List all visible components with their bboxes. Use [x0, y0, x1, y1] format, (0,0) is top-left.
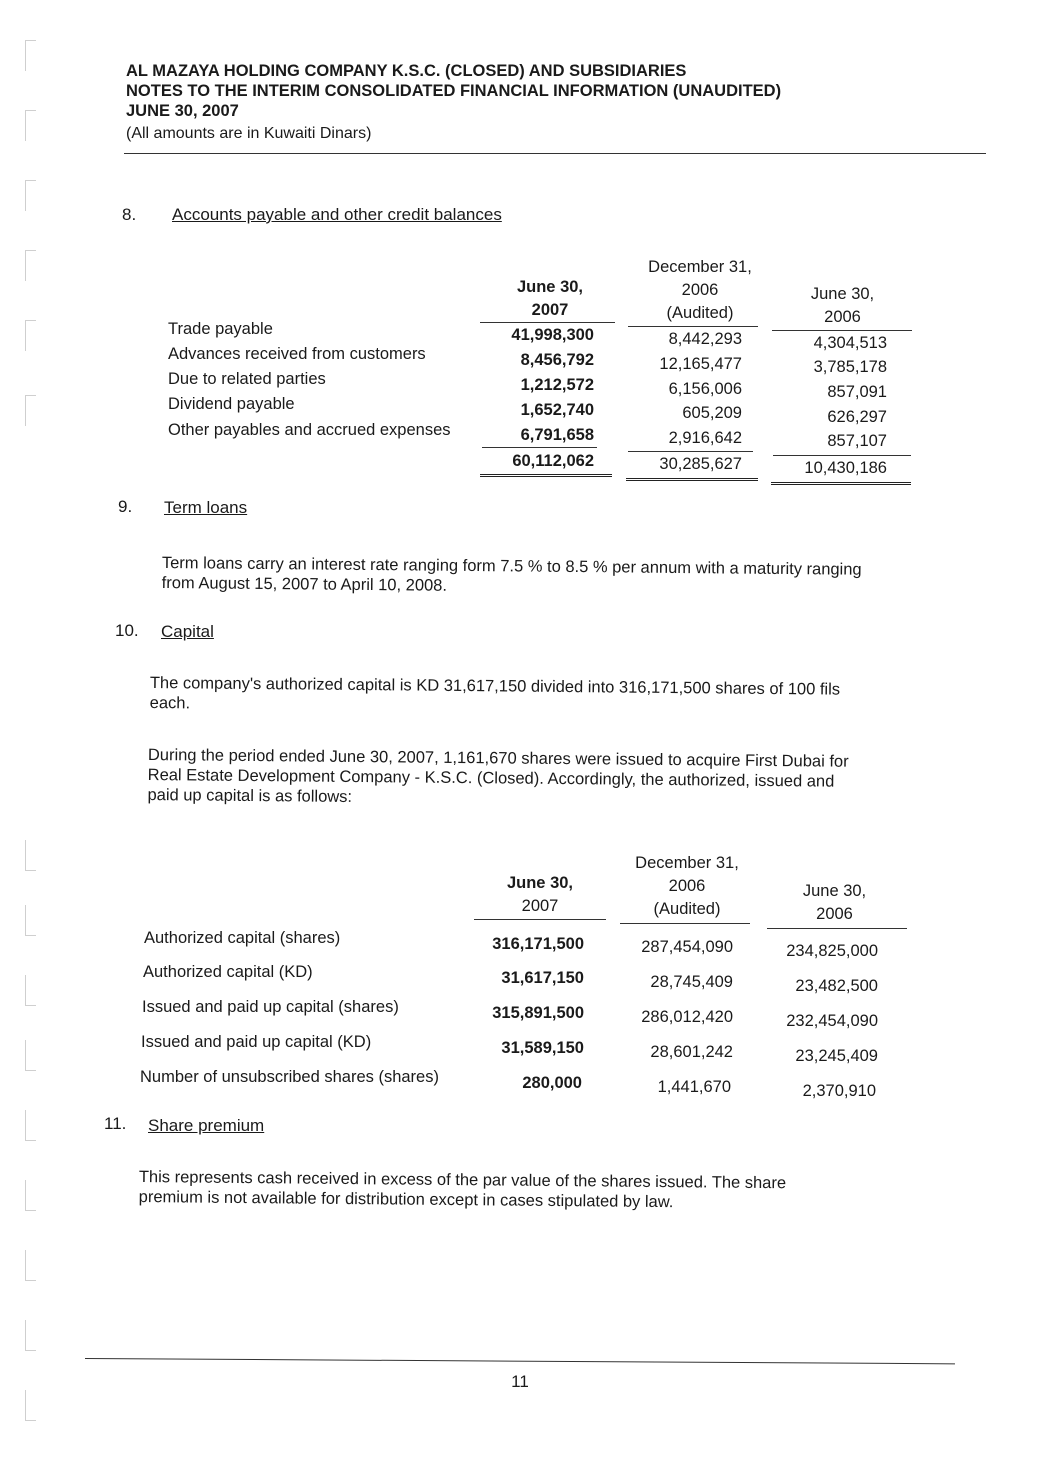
row-label: Other payables and accrued expenses [168, 421, 451, 439]
cell-value: 6,791,658 [520, 426, 594, 444]
cell-value: 1,212,572 [520, 376, 594, 394]
col-header-line: 2007 [521, 897, 559, 915]
row-label: Trade payable [168, 320, 273, 338]
cell-value: 8,456,792 [520, 351, 594, 369]
cell-value: 234,825,000 [786, 942, 878, 960]
cell-value: 2,370,910 [802, 1082, 876, 1100]
cell-value: 857,107 [827, 432, 887, 450]
section-11-number: 11. [104, 1114, 127, 1133]
cell-value: 31,589,150 [501, 1039, 584, 1057]
cell-value: 31,617,150 [501, 969, 584, 987]
section-8-number: 8. [122, 205, 137, 224]
cell-value: 3,785,178 [813, 358, 887, 376]
cell-value: 6,156,006 [668, 380, 742, 398]
cell-value: 1,652,740 [520, 401, 594, 419]
report-date: JUNE 30, 2007 [126, 102, 239, 120]
cell-value: 28,601,242 [650, 1043, 733, 1061]
section-10-title: Capital [161, 622, 214, 641]
row-label: Issued and paid up capital (shares) [142, 998, 399, 1016]
binding-mark [25, 1180, 36, 1211]
binding-mark [25, 1320, 36, 1351]
col-header-line: June 30, [802, 882, 867, 900]
cell-value: 315,891,500 [492, 1004, 584, 1022]
cell-value: 23,482,500 [795, 977, 878, 995]
col-header-line: (Audited) [666, 304, 734, 322]
binding-mark [25, 1250, 36, 1281]
binding-mark [25, 40, 36, 71]
col-header-line: 2006 [816, 905, 853, 923]
section-8-title: Accounts payable and other credit balances [172, 205, 502, 224]
paragraph-line: The company's authorized capital is KD 31,617,150 divided into 316,171,500 shares of 100 fils [149, 673, 841, 699]
binding-mark [25, 1110, 36, 1141]
binding-mark [25, 1040, 36, 1071]
binding-mark [25, 395, 36, 426]
cell-value: 280,000 [522, 1074, 582, 1092]
col-header-line: 2006 [668, 877, 706, 895]
paragraph-line: paid up capital is as follows: [147, 785, 353, 806]
cell-value: 12,165,477 [659, 355, 742, 373]
paragraph-line: from August 15, 2007 to April 10, 2008. [161, 573, 448, 595]
col-header-line: 2006 [681, 281, 719, 299]
row-label: Advances received from customers [168, 345, 426, 363]
total-value: 30,285,627 [659, 455, 742, 473]
cell-value: 857,091 [827, 383, 887, 401]
row-label: Authorized capital (shares) [144, 929, 341, 947]
paragraph-line: each. [149, 693, 191, 713]
col-header-line: December 31, [635, 854, 739, 872]
col-header-line: June 30, [506, 874, 574, 892]
cell-value: 8,442,293 [668, 330, 742, 348]
cell-value: 23,245,409 [795, 1047, 878, 1065]
company-name: AL MAZAYA HOLDING COMPANY K.S.C. (CLOSED) AND SUBSIDIARIES [126, 62, 687, 80]
paragraph-line: Real Estate Development Company - K.S.C. (Closed). Accordingly, the authorized, issued and [147, 765, 835, 791]
cell-value: 232,454,090 [786, 1012, 878, 1030]
binding-mark [25, 250, 36, 281]
cell-value: 28,745,409 [650, 973, 733, 991]
section-9-title: Term loans [164, 498, 248, 517]
paragraph-line: This represents cash received in excess of the par value of the shares issued. The share [138, 1168, 787, 1193]
currency-note: (All amounts are in Kuwaiti Dinars) [126, 125, 372, 142]
header-rule [124, 153, 986, 154]
total-value: 10,430,186 [804, 459, 887, 477]
section-9-number: 9. [118, 497, 133, 516]
binding-mark [25, 110, 36, 141]
notes-title: NOTES TO THE INTERIM CONSOLIDATED FINANCIAL INFORMATION (UNAUDITED) [126, 82, 782, 100]
binding-mark [25, 975, 36, 1006]
paragraph-line: Term loans carry an interest rate ranging form 7.5 % to 8.5 % per annum with a maturity ranging [161, 553, 862, 579]
col-header-line: 2006 [824, 308, 861, 326]
binding-mark [25, 905, 36, 936]
cell-value: 41,998,300 [511, 326, 594, 344]
col-header-line: December 31, [648, 258, 752, 276]
row-label: Due to related parties [168, 370, 326, 388]
row-label: Number of unsubscribed shares (shares) [140, 1068, 439, 1086]
cell-value: 316,171,500 [492, 935, 584, 953]
cell-value: 605,209 [682, 404, 742, 422]
binding-mark [25, 180, 36, 211]
total-value: 60,112,062 [512, 452, 594, 470]
paragraph-line: During the period ended June 30, 2007, 1,161,670 shares were issued to acquire First Dubai for [147, 745, 849, 771]
cell-value: 4,304,513 [813, 334, 887, 352]
cell-value: 286,012,420 [641, 1008, 733, 1026]
page-number: 11 [511, 1372, 529, 1391]
col-header-line: June 30, [810, 285, 875, 303]
col-header-line: (Audited) [653, 900, 721, 918]
col-header-line: 2007 [531, 301, 569, 319]
row-label: Issued and paid up capital (KD) [141, 1033, 372, 1051]
row-label: Authorized capital (KD) [143, 963, 313, 981]
capital-paragraph-1 [150, 673, 841, 720]
col-header-line: June 30, [516, 278, 584, 296]
footer-rule [85, 1358, 955, 1364]
section-10-number: 10. [115, 621, 139, 640]
cell-value: 626,297 [827, 408, 887, 426]
paragraph-line: premium is not available for distribution except in cases stipulated by law. [138, 1187, 674, 1212]
term-loans-paragraph [162, 553, 862, 600]
binding-mark [25, 320, 36, 351]
binding-mark [25, 1390, 36, 1421]
cell-value: 287,454,090 [641, 938, 733, 956]
row-label: Dividend payable [168, 395, 295, 413]
cell-value: 1,441,670 [657, 1078, 731, 1096]
cell-value: 2,916,642 [668, 429, 742, 447]
share-premium-paragraph [139, 1167, 787, 1213]
capital-paragraph-2 [147, 745, 848, 812]
binding-mark [25, 840, 36, 871]
section-11-title: Share premium [148, 1116, 265, 1135]
